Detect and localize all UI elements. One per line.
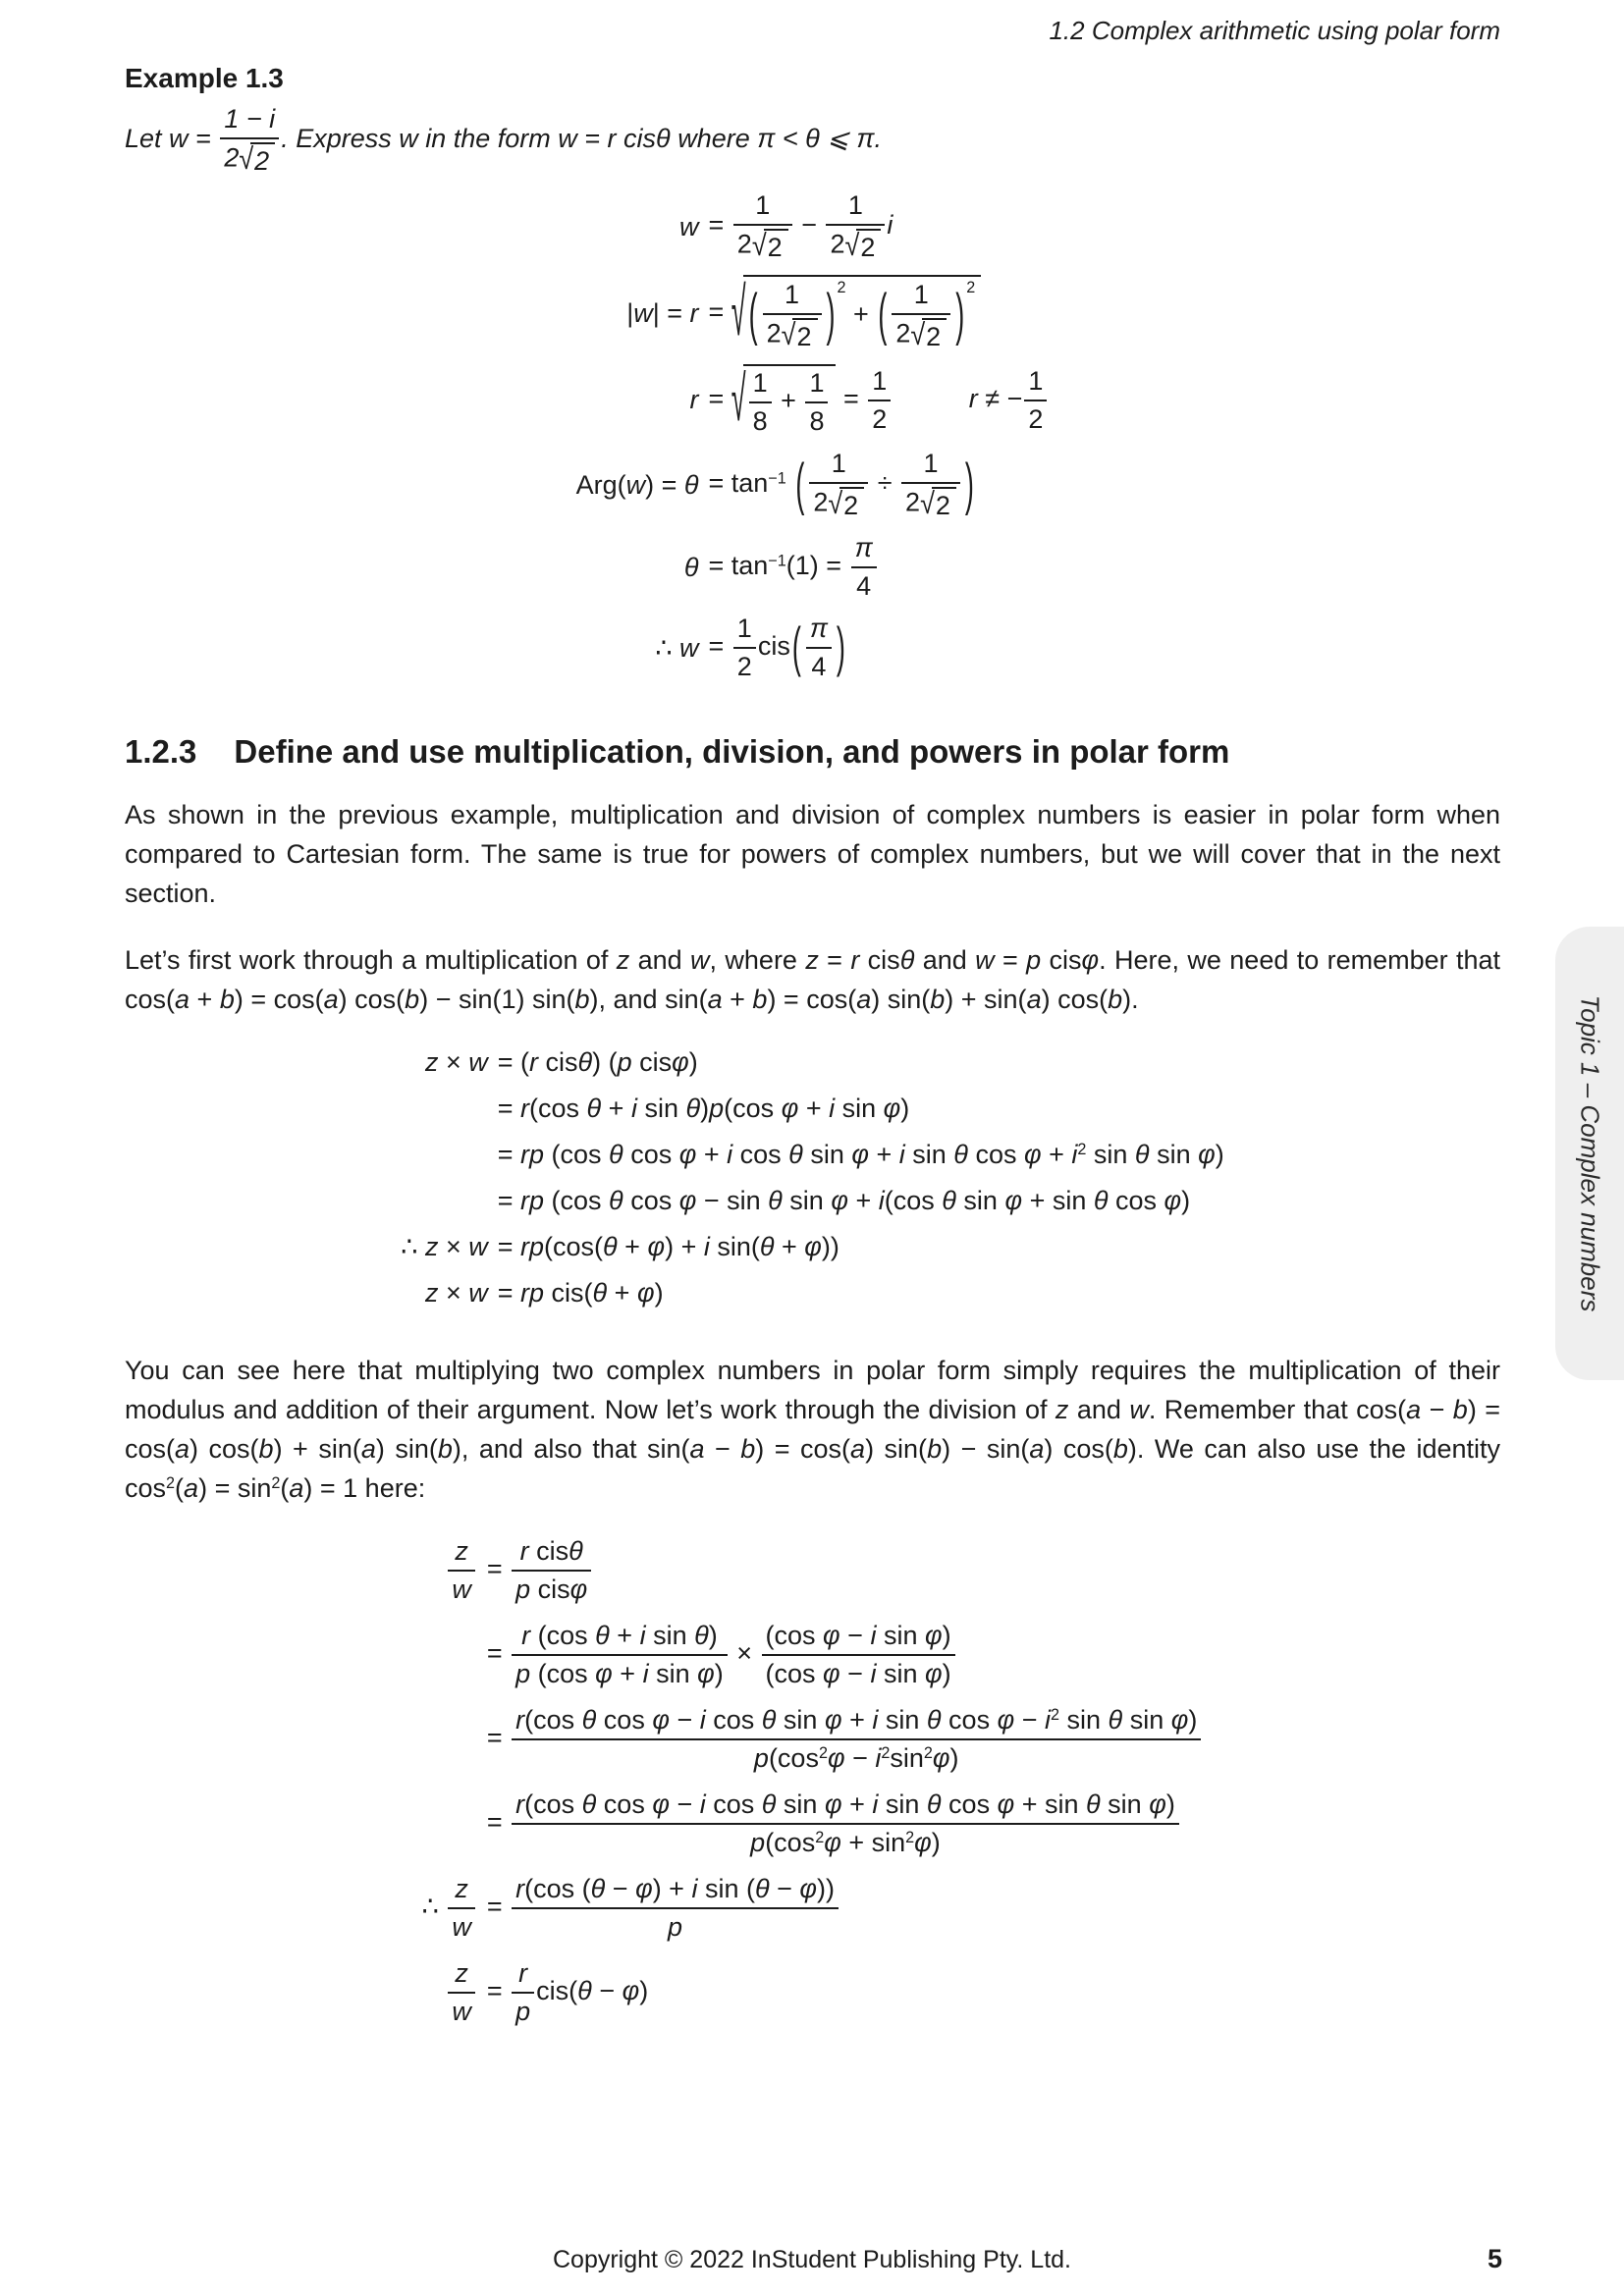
equation-lhs: ∴ $\frac{z}{w}$ bbox=[422, 1874, 477, 1943]
equation-rhs: = rp(cos(θ + φ) + i sin(θ + φ)) bbox=[497, 1232, 839, 1262]
equation-rhs: = rp cis(θ + φ) bbox=[497, 1278, 664, 1308]
section-heading bbox=[125, 733, 1500, 771]
running-head: 1.2 Complex arithmetic using polar form bbox=[1049, 16, 1500, 45]
page-number: 5 bbox=[1487, 2244, 1502, 2273]
equation-lhs: $\frac{z}{w}$ bbox=[446, 1958, 477, 2027]
equation-rhs: = √ $\frac{1}{8}$ + $\frac{1}{8}$ = $\frac{1}{2}$ r ≠ − $\frac{1}{2}$ bbox=[709, 364, 1050, 437]
equation-lhs: r bbox=[689, 385, 699, 415]
example-intro: Let w = $\frac{1 - i}{2√2}$ . Express w in the form w = r cisθ where π < θ ⩽ π. bbox=[125, 104, 882, 177]
equation-block-example bbox=[125, 190, 1500, 682]
equation-block-multiplication bbox=[125, 1047, 1500, 1308]
equation-rhs: = $\frac{\text{r(cos θ cos φ − i cos θ sin φ + i sin θ cos φ + sin θ sin φ)}}{p(\cos^2\varphi + \sin^2\varphi)}$ bbox=[487, 1789, 1181, 1858]
equation-lhs: |w| = r bbox=[626, 298, 699, 329]
equation-rhs: = $\frac{\text{r(cos (θ − φ) + i sin (θ − φ))}}{p}$ bbox=[487, 1874, 840, 1943]
equation-block-division bbox=[125, 1536, 1500, 2028]
equation-rhs: = $\frac{1}{2}$ cis( $\frac{\pi}{4}$ ) bbox=[708, 614, 845, 682]
equation-lhs: θ bbox=[683, 552, 699, 582]
equation-lhs: Arg(w) = θ bbox=[575, 469, 699, 500]
section-number: 1.2.3 bbox=[125, 733, 197, 771]
equation-rhs: = $\frac{1}{2√2}$ − $\frac{1}{2√2}$ i bbox=[708, 190, 893, 263]
equation-lhs: z × w bbox=[424, 1278, 488, 1308]
topic-tab bbox=[1555, 927, 1624, 1380]
page-footer bbox=[0, 2241, 1624, 2274]
equation-lhs: ∴ w bbox=[655, 632, 699, 663]
equation-rhs: = rp (cos θ cos φ + i cos θ sin φ + i sin θ $\cos \varphi + i^2$ sin θ sin φ) bbox=[497, 1140, 1224, 1170]
equation-rhs: = $\tan^{-1}(1)$ = $\frac{\pi}{4}$ bbox=[709, 533, 879, 602]
equation-rhs: = √ ( $\frac{1}{2√2}$ ) $^2$ + ( $\frac{1}{2√2}$ ) $^2$ bbox=[709, 275, 982, 352]
equation-rhs: = r(cos θ + i sin θ)p(cos φ + i sin φ) bbox=[497, 1094, 910, 1124]
example-title: Example 1.3 bbox=[125, 63, 284, 93]
paragraph-2: Let’s first work through a multiplication of z and w, where z = r cisθ and w = p cisφ. Here, we need to remember that cos(a + b) = cos(a) cos(b) − sin(1) sin(b), and sin(a + b) = cos(a) sin(b) + sin(a) cos(b). bbox=[125, 945, 1501, 1015]
topic-tab-label: Topic 1 – Complex numbers bbox=[1575, 994, 1605, 1312]
paragraph-3: You can see here that multiplying two complex numbers in polar form simply requires the multiplication of their modulus and addition of their argument. Now let’s work through the division of z and w. Remember that cos(a − b) = cos(a) cos(b) + sin(a) sin(b), and also that sin(a − b) = cos(a) sin(b) − sin(a) cos(b). We can also use the identity $\cos^2(a) = \sin^2(a) = 1$ here: bbox=[125, 1356, 1501, 1503]
equation-rhs: = r(cos θ cos φ − i cos θ sin φ + i sin θ $\cos \varphi - i^2$ sin θ sin φ) $p(\cos^2\varphi - i^2\sin^2\varphi)$ bbox=[487, 1705, 1204, 1774]
equation-rhs: = $\frac{\text{r (cos θ + i sin θ)}}{\text{p (cos φ + i sin φ)}}$ × $\frac{\text{(cos φ − i sin φ)}}{\text{(cos φ − i sin φ)}}$ bbox=[487, 1621, 957, 1689]
equation-lhs: $\frac{z}{w}$ bbox=[446, 1536, 477, 1605]
section-title: Define and use multiplication, division, and powers in polar form bbox=[234, 733, 1230, 771]
equation-rhs: = $\tan^{-1}$ ( $\frac{1}{2√2}$ ÷ $\frac{1}{2√2}$ ) bbox=[708, 448, 974, 521]
copyright-text: Copyright © 2022 InStudent Publishing Pty. Ltd. bbox=[552, 2246, 1072, 2273]
equation-rhs: = (r cisθ) (p cisφ) bbox=[497, 1047, 698, 1078]
equation-lhs: z × w bbox=[424, 1047, 488, 1078]
equation-lhs: ∴ z × w bbox=[401, 1232, 488, 1262]
equation-rhs: = $\frac{r}{p}$ cis(θ − φ) bbox=[486, 1958, 649, 2027]
equation-lhs: w bbox=[679, 211, 699, 241]
paragraph-1: As shown in the previous example, multiplication and division of complex numbers is easier in polar form when compared to Cartesian form. The same is true for powers of complex numbers, but we will cover that in the next section. bbox=[125, 800, 1500, 909]
equation-rhs: = $\frac{\text{r cisθ}}{\text{p cisφ}}$ bbox=[487, 1536, 593, 1605]
equation-rhs: = rp (cos θ cos φ − sin θ sin φ + i(cos θ sin φ + sin θ cos φ) bbox=[497, 1186, 1191, 1216]
